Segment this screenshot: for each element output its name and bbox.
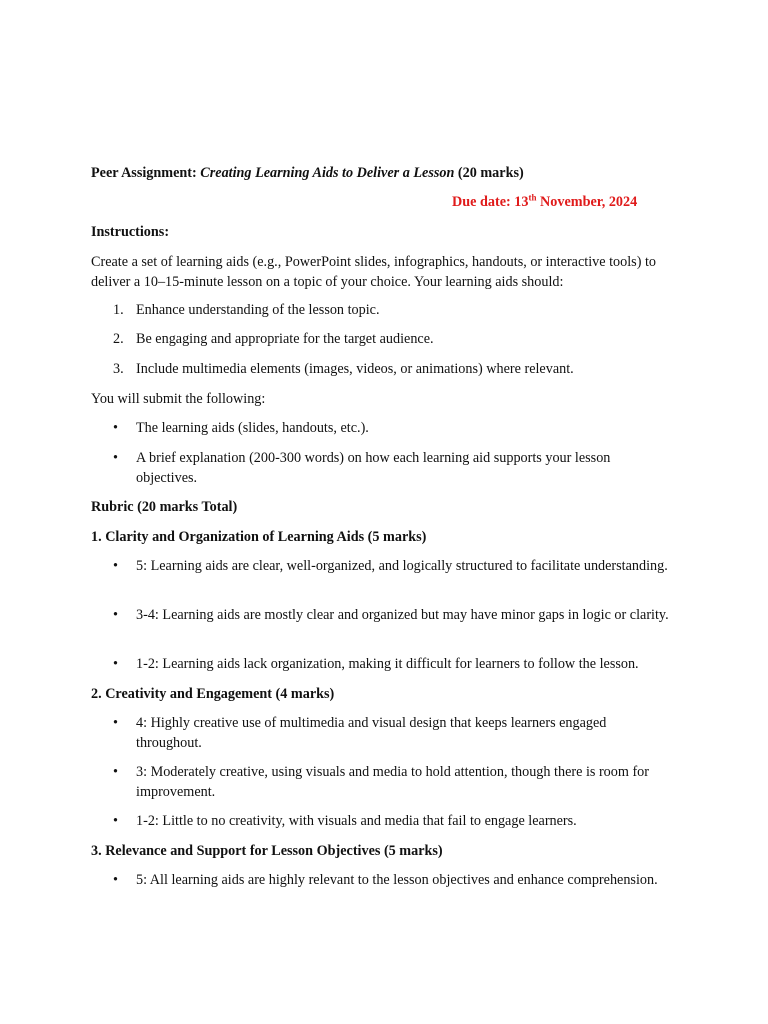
list-item: [113, 419, 673, 439]
due-rest: November, 2024: [536, 194, 638, 210]
bullet-icon: •: [113, 715, 118, 731]
list-text: 4: Highly creative use of multimedia and visual design that keeps learners engaged throughout.: [136, 715, 607, 751]
rubric-heading: Rubric (20 marks Total): [91, 499, 238, 515]
list-item: [113, 812, 673, 832]
list-text: A brief explanation (200-300 words) on how each learning aid supports your lesson objectives.: [136, 450, 611, 486]
list-item: [113, 714, 673, 753]
instructions-heading: Instructions:: [91, 224, 170, 240]
list-text: Enhance understanding of the lesson topic.: [136, 302, 380, 318]
list-text: Be engaging and appropriate for the target audience.: [136, 331, 434, 347]
due-sup: th: [528, 192, 537, 203]
criterion-heading: 3. Relevance and Support for Lesson Objectives (5 marks): [91, 843, 443, 859]
list-text: 5: All learning aids are highly relevant to the lesson objectives and enhance comprehension.: [136, 872, 658, 888]
bullet-icon: •: [113, 558, 118, 574]
list-text: The learning aids (slides, handouts, etc.).: [136, 420, 369, 436]
title-italic: Creating Learning Aids to Deliver a Lesson: [200, 165, 455, 181]
submit-intro: You will submit the following:: [91, 391, 266, 407]
title-suffix: (20 marks): [454, 165, 524, 181]
list-item: [113, 330, 673, 350]
bullet-icon: •: [113, 872, 118, 888]
list-text: 1-2: Learning aids lack organization, making it difficult for learners to follow the lesson.: [136, 656, 639, 672]
criterion-heading: 2. Creativity and Engagement (4 marks): [91, 686, 335, 702]
assignment-title: [91, 164, 524, 184]
list-item: [113, 655, 673, 675]
bullet-icon: •: [113, 607, 118, 623]
intro-paragraph: Create a set of learning aids (e.g., PowerPoint slides, infographics, handouts, or interactive tools) to deliver a 10–15-minute lesson on a topic of your choice. Your learning aids should:: [91, 254, 656, 290]
list-text: 1-2: Little to no creativity, with visuals and media that fail to engage learners.: [136, 813, 577, 829]
bullet-icon: •: [113, 656, 118, 672]
due-date: [452, 193, 637, 213]
due-label: Due date: 13: [452, 194, 529, 210]
bullet-icon: •: [113, 420, 118, 436]
bullet-icon: •: [113, 764, 118, 780]
bullet-icon: •: [113, 450, 118, 466]
list-number: 1.: [113, 302, 124, 318]
list-number: 2.: [113, 331, 124, 347]
criterion-heading: 1. Clarity and Organization of Learning Aids (5 marks): [91, 529, 427, 545]
list-text: 3-4: Learning aids are mostly clear and organized but may have minor gaps in logic or clarity.: [136, 607, 669, 623]
list-item: [113, 557, 673, 577]
list-text: Include multimedia elements (images, videos, or animations) where relevant.: [136, 361, 574, 377]
title-prefix: Peer Assignment:: [91, 165, 201, 181]
list-number: 3.: [113, 361, 124, 377]
list-item: [113, 606, 673, 626]
list-item: [113, 763, 673, 802]
list-text: 5: Learning aids are clear, well-organized, and logically structured to facilitate understanding.: [136, 558, 668, 574]
list-item: [113, 301, 673, 321]
list-item: [113, 449, 673, 488]
list-text: 3: Moderately creative, using visuals and media to hold attention, though there is room for improvement.: [136, 764, 649, 800]
list-item: [113, 871, 673, 891]
bullet-icon: •: [113, 813, 118, 829]
list-item: [113, 360, 673, 380]
